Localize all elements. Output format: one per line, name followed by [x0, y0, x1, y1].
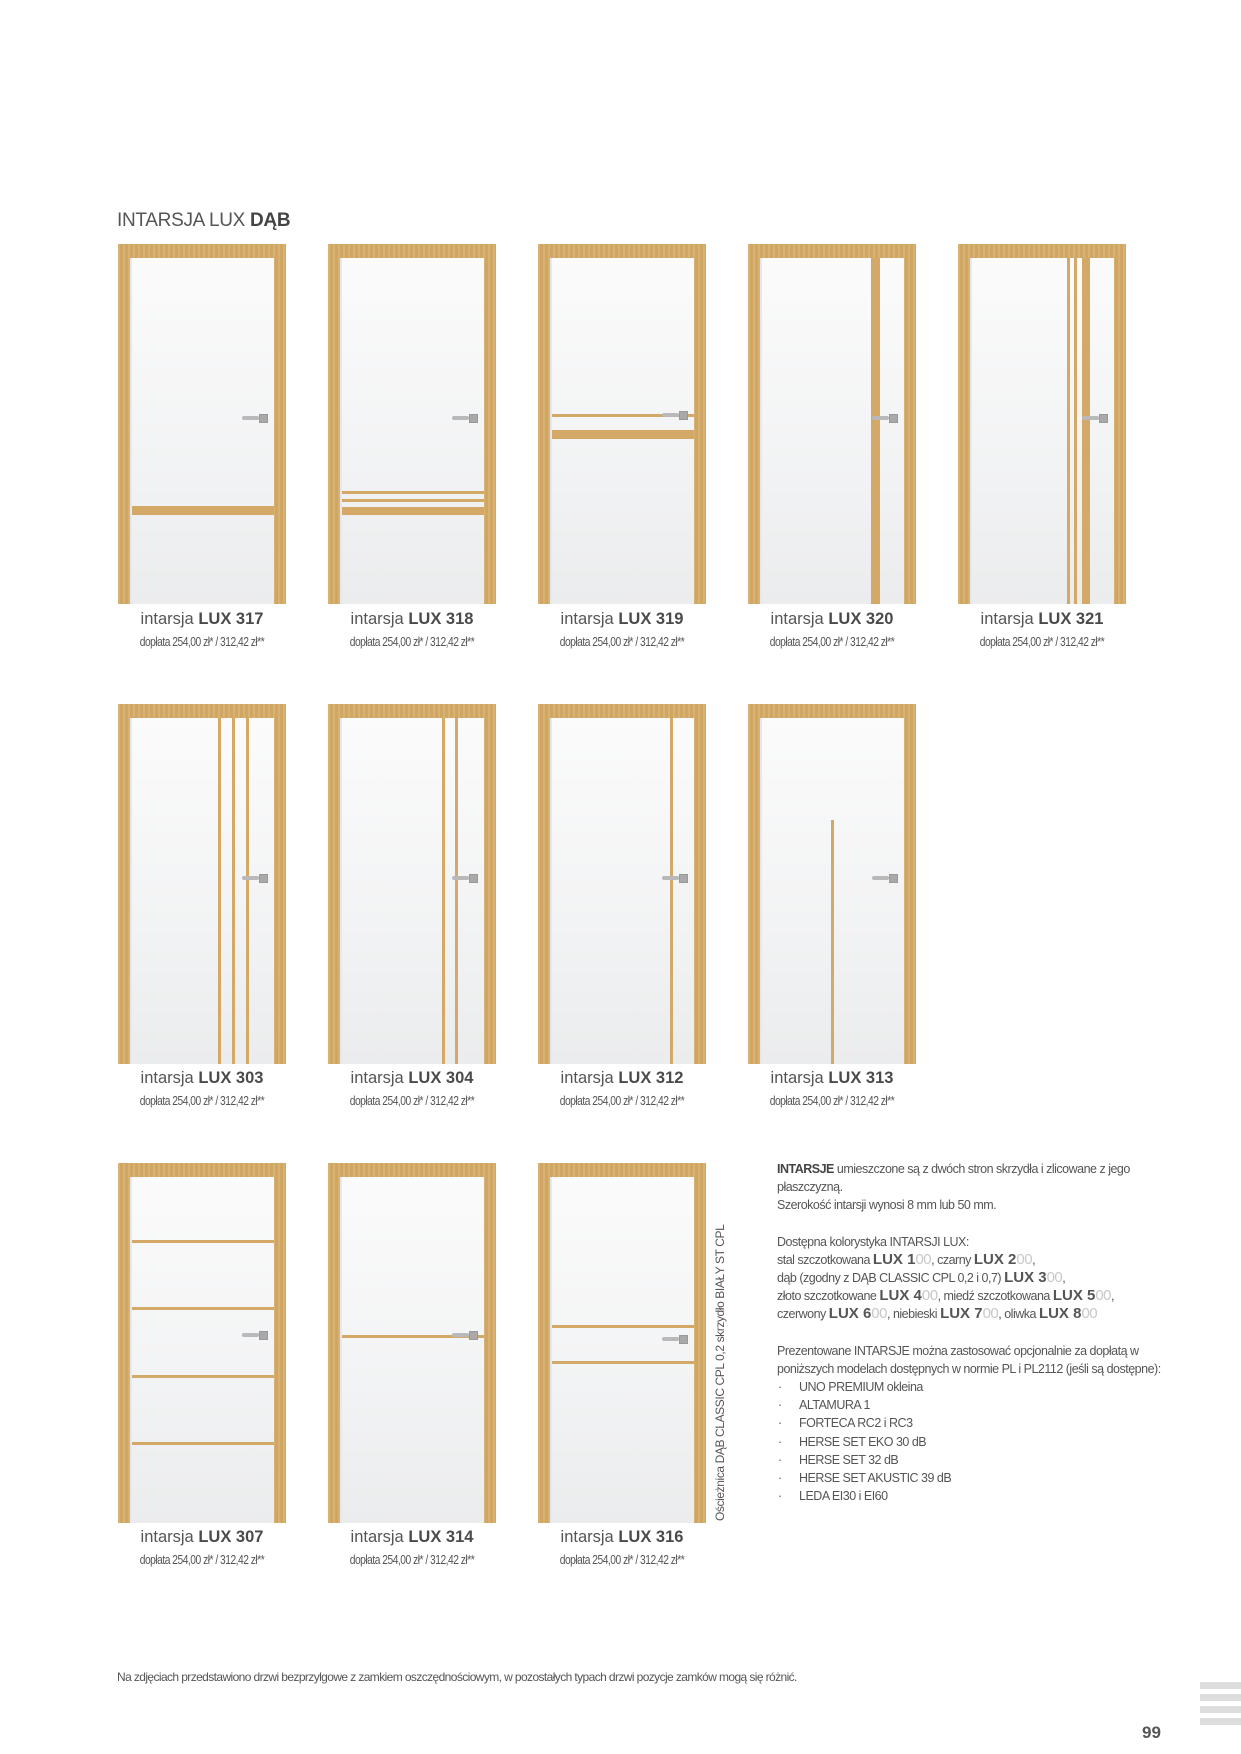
caption-model: intarsja LUX 312 — [560, 1069, 684, 1087]
inlay-bar — [1082, 258, 1090, 604]
list-item: · ALTAMURA 1 — [777, 1396, 1177, 1414]
models-list — [777, 1378, 1177, 1505]
door-handle-icon — [872, 874, 898, 882]
door-lux-312 — [538, 704, 706, 1064]
inlay-bar — [132, 1442, 274, 1445]
caption-model: intarsja LUX 320 — [770, 610, 894, 628]
caption-lux-304 — [312, 1069, 512, 1108]
colors-list: stal szczotkowana LUX 100, czarny LUX 200, dąb (zgodny z DĄB CLASSIC CPL 0,2 i 0,7) LUX 300, złoto szczotkowane LUX 400, miedź szczotkowana LUX 500, czerwony LUX 600, niebieski LUX 700, oliwka LUX 800 — [777, 1250, 1115, 1323]
caption-lux-316 — [522, 1528, 722, 1567]
decorative-stripes-icon — [1200, 1682, 1241, 1730]
door-handle-icon — [452, 1331, 478, 1339]
inlay-bar — [246, 718, 249, 1064]
door-handle-icon — [662, 874, 688, 882]
inlay-bar — [552, 1361, 694, 1364]
inlay-bar — [218, 718, 221, 1064]
inlay-bar — [132, 1240, 274, 1243]
door-lux-304 — [328, 704, 496, 1064]
caption-price: dopłata 254,00 zł* / 312,42 zł** — [139, 1553, 265, 1567]
caption-lux-303 — [102, 1069, 302, 1108]
door-lux-321 — [958, 244, 1126, 604]
caption-model: intarsja LUX 318 — [350, 610, 474, 628]
caption-price: dopłata 254,00 zł* / 312,42 zł** — [559, 635, 685, 649]
caption-price: dopłata 254,00 zł* / 312,42 zł** — [139, 1094, 265, 1108]
door-lux-313 — [748, 704, 916, 1064]
door-panel — [340, 1177, 484, 1523]
caption-model: intarsja LUX 303 — [140, 1069, 264, 1087]
models-intro: Prezentowane INTARSJE można zastosować opcjonalnie za dopłatą w poniższych modelach dostępnych w normie PL i PL2112 (jeśli są dostępne): — [777, 1343, 1161, 1376]
inlay-bar — [342, 507, 484, 515]
caption-price: dopłata 254,00 zł* / 312,42 zł** — [139, 635, 265, 649]
caption-price: dopłata 254,00 zł* / 312,42 zł** — [559, 1553, 685, 1567]
list-item: · HERSE SET 32 dB — [777, 1451, 1177, 1469]
door-panel — [760, 258, 904, 604]
inlay-bar — [132, 1375, 274, 1378]
door-handle-icon — [662, 411, 688, 419]
inlay-bar — [232, 718, 235, 1064]
inlay-bar — [831, 820, 834, 1064]
caption-lux-317 — [102, 610, 302, 649]
page-number: 99 — [1142, 1723, 1161, 1742]
caption-lux-319 — [522, 610, 722, 649]
list-item: · UNO PREMIUM okleina — [777, 1378, 1177, 1396]
caption-price: dopłata 254,00 zł* / 312,42 zł** — [559, 1094, 685, 1108]
door-lux-319 — [538, 244, 706, 604]
caption-model: intarsja LUX 314 — [350, 1528, 474, 1546]
caption-lux-321 — [942, 610, 1142, 649]
door-lux-320 — [748, 244, 916, 604]
door-panel — [340, 258, 484, 604]
door-panel — [550, 1177, 694, 1523]
door-panel — [130, 1177, 274, 1523]
caption-price: dopłata 254,00 zł* / 312,42 zł** — [349, 1553, 475, 1567]
door-panel — [340, 718, 484, 1064]
caption-model: intarsja LUX 304 — [350, 1069, 474, 1087]
caption-model: intarsja LUX 316 — [560, 1528, 684, 1546]
caption-lux-320 — [732, 610, 932, 649]
inlay-bar — [132, 1307, 274, 1310]
frame-finish-label: Ościeżnica DĄB CLASSIC CPL 0,2 skrzydło BIAŁY ST CPL — [713, 1224, 727, 1521]
door-handle-icon — [1082, 414, 1108, 422]
caption-price: dopłata 254,00 zł* / 312,42 zł** — [349, 1094, 475, 1108]
section-title — [117, 210, 290, 232]
caption-price: dopłata 254,00 zł* / 312,42 zł** — [769, 1094, 895, 1108]
door-panel — [130, 718, 274, 1064]
list-item: · HERSE SET EKO 30 dB — [777, 1433, 1177, 1451]
inlay-bar — [1067, 258, 1070, 604]
door-handle-icon — [872, 414, 898, 422]
door-lux-303 — [118, 704, 286, 1064]
door-handle-icon — [662, 1335, 688, 1343]
caption-lux-314 — [312, 1528, 512, 1567]
caption-model: intarsja LUX 319 — [560, 610, 684, 628]
door-handle-icon — [452, 874, 478, 882]
door-lux-317 — [118, 244, 286, 604]
caption-model: intarsja LUX 317 — [140, 610, 264, 628]
door-panel — [550, 718, 694, 1064]
inlay-bar — [871, 258, 880, 604]
caption-price: dopłata 254,00 zł* / 312,42 zł** — [349, 635, 475, 649]
caption-model: intarsja LUX 307 — [140, 1528, 264, 1546]
inlay-bar — [442, 718, 445, 1064]
door-panel — [130, 258, 274, 604]
caption-price: dopłata 254,00 zł* / 312,42 zł** — [979, 635, 1105, 649]
door-panel — [760, 718, 904, 1064]
door-panel — [550, 258, 694, 604]
caption-lux-318 — [312, 610, 512, 649]
footnote: Na zdjęciach przedstawiono drzwi bezprzylgowe z zamkiem oszczędnościowym, w pozostałych typach drzwi pozycje zamków mogą się różnić. — [117, 1670, 797, 1684]
title-prefix: INTARSJA LUX — [117, 210, 251, 231]
list-item: · HERSE SET AKUSTIC 39 dB — [777, 1469, 1177, 1487]
caption-lux-313 — [732, 1069, 932, 1108]
caption-price: dopłata 254,00 zł* / 312,42 zł** — [769, 635, 895, 649]
inlay-bar — [342, 491, 484, 494]
door-handle-icon — [242, 1331, 268, 1339]
door-handle-icon — [452, 414, 478, 422]
inlay-bar — [1074, 258, 1077, 604]
door-handle-icon — [242, 874, 268, 882]
caption-lux-312 — [522, 1069, 722, 1108]
inlay-bar — [455, 718, 458, 1064]
door-handle-icon — [242, 414, 268, 422]
caption-lux-307 — [102, 1528, 302, 1567]
door-panel — [970, 258, 1114, 604]
info-intro: INTARSJE umieszczone są z dwóch stron skrzydła i zlicowane z jego płaszczyzną. — [777, 1162, 1130, 1195]
door-lux-314 — [328, 1163, 496, 1523]
inlay-bar — [552, 1325, 694, 1328]
inlay-bar — [552, 430, 694, 439]
inlay-bar — [342, 499, 484, 502]
colors-heading: Dostępna kolorystyka INTARSJI LUX: — [777, 1234, 969, 1249]
list-item: · FORTECA RC2 i RC3 — [777, 1414, 1177, 1432]
list-item: · LEDA EI30 i EI60 — [777, 1487, 1177, 1505]
inlay-bar — [670, 718, 673, 1064]
caption-model: intarsja LUX 321 — [980, 610, 1104, 628]
info-block — [777, 1160, 1177, 1505]
title-bold: DĄB — [250, 210, 291, 231]
door-lux-307 — [118, 1163, 286, 1523]
caption-model: intarsja LUX 313 — [770, 1069, 894, 1087]
door-lux-316 — [538, 1163, 706, 1523]
inlay-bar — [132, 506, 274, 515]
door-lux-318 — [328, 244, 496, 604]
info-width: Szerokość intarsji wynosi 8 mm lub 50 mm. — [777, 1198, 997, 1213]
